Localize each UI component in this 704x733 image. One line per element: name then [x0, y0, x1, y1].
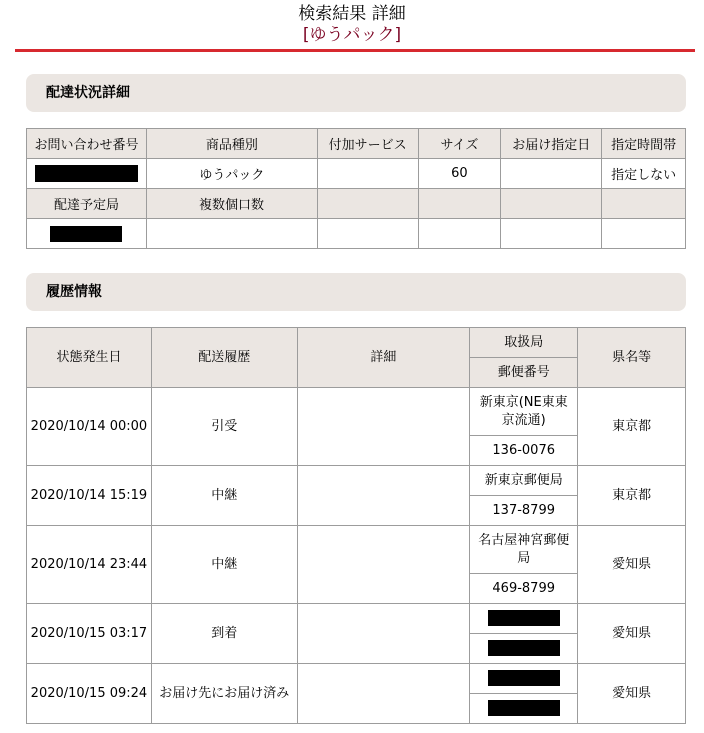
history-date: 2020/10/15 09:24: [27, 664, 152, 724]
header-multi-count: 複数個口数: [146, 189, 317, 219]
history-office: 新東京(NE東東京流通): [470, 388, 578, 436]
history-event: 到着: [151, 604, 297, 664]
history-event: 中継: [151, 466, 297, 526]
history-detail: [297, 664, 470, 724]
header-empty-cell: [602, 189, 686, 219]
delivery-status-table: [26, 128, 686, 249]
redacted-block: [50, 226, 122, 242]
empty-cell: [317, 219, 418, 249]
delivery-date-cell: [501, 159, 602, 189]
page-title-line2: [ゆうパック]: [302, 25, 402, 45]
history-postal: 136-0076: [470, 436, 578, 466]
header-time-slot: 指定時間帯: [602, 129, 686, 159]
history-section-heading: 履歴情報: [26, 273, 686, 311]
history-postal: 137-8799: [470, 496, 578, 526]
empty-cell: [501, 219, 602, 249]
history-detail: [297, 388, 470, 466]
history-office: 名古屋神宮郵便局: [470, 526, 578, 574]
table-header-row: [27, 129, 686, 159]
header-date: 状態発生日: [27, 328, 152, 388]
header-product-type: 商品種別: [146, 129, 317, 159]
table-row: [27, 604, 686, 634]
header-inquiry-number: お問い合わせ番号: [27, 129, 147, 159]
header-postal: 郵便番号: [470, 358, 578, 388]
history-prefecture: 愛知県: [578, 604, 686, 664]
product-type-cell: ゆうパック: [146, 159, 317, 189]
header-empty-cell: [317, 189, 418, 219]
table-row: [27, 664, 686, 694]
header-prefecture: 県名等: [578, 328, 686, 388]
history-detail: [297, 604, 470, 664]
scheduled-office-cell: [27, 219, 147, 249]
empty-cell: [418, 219, 501, 249]
history-date: 2020/10/15 03:17: [27, 604, 152, 664]
table-row: [27, 159, 686, 189]
table-row: [27, 526, 686, 574]
header-scheduled-office: 配達予定局: [27, 189, 147, 219]
size-cell: 60: [418, 159, 501, 189]
title-divider: [15, 49, 695, 52]
table-row: [27, 466, 686, 496]
history-postal: [470, 694, 578, 724]
history-date: 2020/10/14 00:00: [27, 388, 152, 466]
history-office: [470, 664, 578, 694]
header-empty-cell: [418, 189, 501, 219]
page-title-line1: 検索結果 詳細: [298, 4, 406, 24]
redacted-block: [488, 700, 560, 716]
history-detail: [297, 526, 470, 604]
multi-count-cell: [146, 219, 317, 249]
table-header-row: [27, 189, 686, 219]
history-prefecture: 愛知県: [578, 664, 686, 724]
header-detail: 詳細: [297, 328, 470, 388]
history-event: お届け先にお届け済み: [151, 664, 297, 724]
delivery-section-heading: 配達状況詳細: [26, 74, 686, 112]
page-title: [0, 4, 704, 46]
history-event: 中継: [151, 526, 297, 604]
table-row: [27, 219, 686, 249]
history-postal: 469-8799: [470, 574, 578, 604]
redacted-block: [488, 670, 560, 686]
history-office: 新東京郵便局: [470, 466, 578, 496]
additional-service-cell: [317, 159, 418, 189]
history-prefecture: 東京都: [578, 388, 686, 466]
header-office: 取扱局: [470, 328, 578, 358]
history-prefecture: 愛知県: [578, 526, 686, 604]
redacted-block: [488, 610, 560, 626]
history-prefecture: 東京都: [578, 466, 686, 526]
history-date: 2020/10/14 23:44: [27, 526, 152, 604]
history-event: 引受: [151, 388, 297, 466]
header-empty-cell: [501, 189, 602, 219]
history-date: 2020/10/14 15:19: [27, 466, 152, 526]
history-detail: [297, 466, 470, 526]
time-slot-cell: 指定しない: [602, 159, 686, 189]
table-row: [27, 388, 686, 436]
history-office: [470, 604, 578, 634]
history-table: [26, 327, 686, 724]
inquiry-number-cell: [27, 159, 147, 189]
history-postal: [470, 634, 578, 664]
table-header-row: [27, 328, 686, 358]
header-size: サイズ: [418, 129, 501, 159]
header-additional-service: 付加サービス: [317, 129, 418, 159]
redacted-block: [488, 640, 560, 656]
header-delivery-date: お届け指定日: [501, 129, 602, 159]
redacted-block: [35, 165, 138, 182]
empty-cell: [602, 219, 686, 249]
header-history: 配送履歴: [151, 328, 297, 388]
